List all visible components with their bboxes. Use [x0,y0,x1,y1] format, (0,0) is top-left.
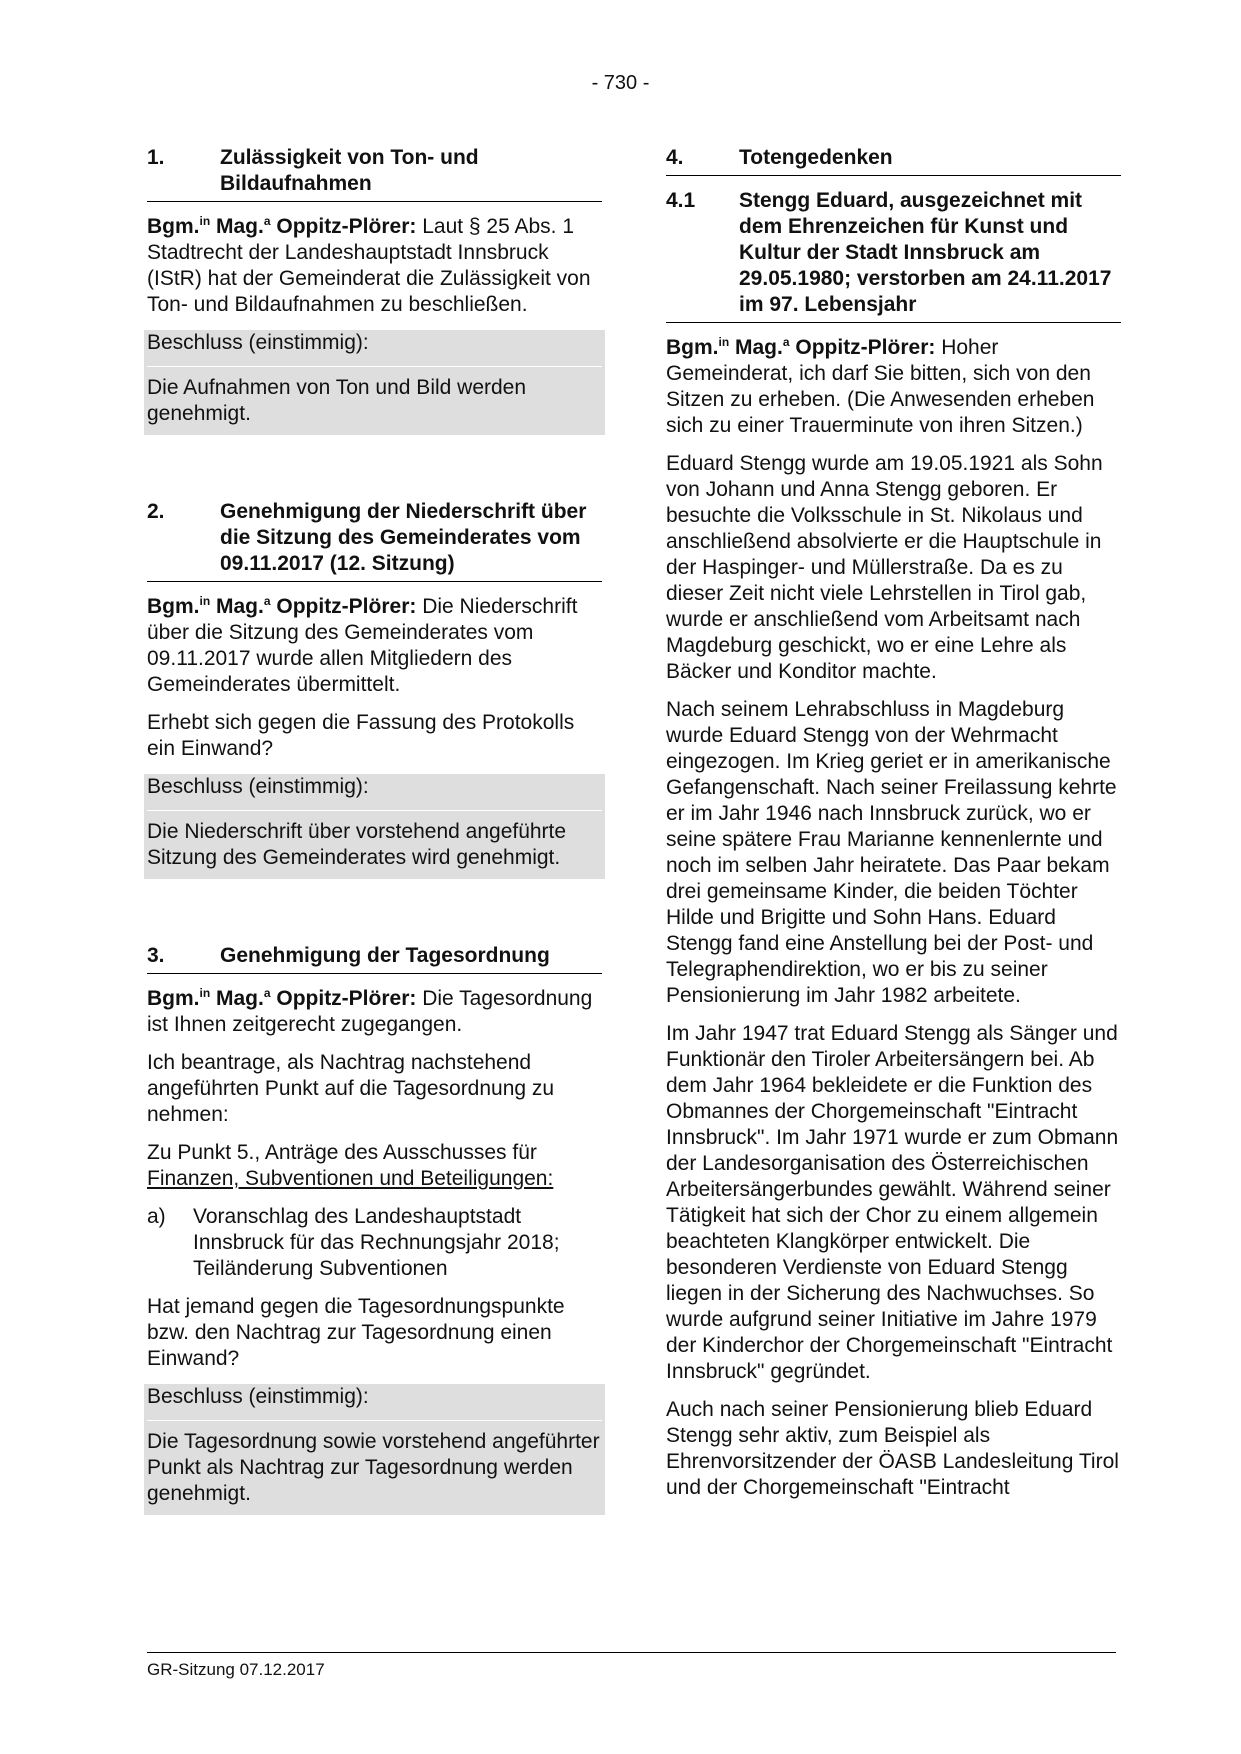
section-1-heading [147,145,602,202]
section-2-resolution-box [144,774,605,879]
section-2-heading [147,499,602,582]
page-number: - 730 - [591,72,650,94]
section-3-list-item [147,1204,602,1282]
section-4-heading [666,145,1121,176]
section-3-resolution-text: Die Tagesordnung sowie vorstehend angeführter Punkt als Nachtrag zur Tagesordnung werden genehmigt. [147,1430,600,1505]
section-4-paragraph-3: Im Jahr 1947 trat Eduard Stengg als Sänger und Funktionär den Tiroler Arbeitersängern bei. Ab dem Jahr 1964 bekleidete er die Funktion des Obmannes der Chorgemeinschaft "Eintracht Innsbruck". Im Jahr 1971 wurde er zum Obmann der Landesorganisation des Österreichischen Arbeitersängerbundes gewählt. Während seiner Tätigkeit hat sich der Chor zu einem allgemein beachteten Klangkörper entwickelt. Die besonderen Verdienste von Eduard Stengg liegen in der Sicherung des Nachwuchses. So wurde aufgrund seiner Initiative im Jahre 1979 der Kinderchor der Chorgemeinschaft "Eintracht Innsbruck" gegründet. [666,1022,1119,1383]
section-3-statement: Bgm.$^{in}$ Mag.$^a$ Oppitz-Plörer: Die Tagesordnung ist Ihnen zeitgerecht zugegangen. [147,986,593,1036]
section-1-resolution-box [144,330,605,435]
section-1-number: 1. [147,146,165,169]
footer-text: GR-Sitzung 07.12.2017 [147,1660,325,1679]
section-3-number: 3. [147,944,165,967]
section-4-title: Totengedenken [739,146,893,169]
section-2-statement: Bgm.$^{in}$ Mag.$^a$ Oppitz-Plörer: Die Niederschrift über die Sitzung des Gemeinderates vom 09.11.2017 wurde allen Mitgliedern des Gemeinderates übermittelt. [147,594,578,696]
section-3-title: Genehmigung der Tagesordnung [220,944,550,967]
section-4-statement: Bgm.$^{in}$ Mag.$^a$ Oppitz-Plörer: Hoher Gemeinderat, ich darf Sie bitten, sich von den Sitzen zu erheben. (Die Anwesenden erheben sich zu einer Trauerminute von ihren Sitzen.) [666,335,1095,437]
section-1-resolution-text: Die Aufnahmen von Ton und Bild werden genehmigt. [147,376,527,425]
list-item-label: a) [147,1205,166,1228]
section-4-paragraph-4: Auch nach seiner Pensionierung blieb Eduard Stengg sehr aktiv, zum Beispiel als Ehrenvorsitzender der ÖASB Landesleitung Tirol und der Chorgemeinschaft "Eintracht [666,1398,1119,1499]
section-2-title: Genehmigung der Niederschrift über die Sitzung des Gemeinderates vom 09.11.2017 (12. Sitzung) [220,500,587,575]
section-2-number: 2. [147,500,165,523]
section-2-resolution-label: Beschluss (einstimmig): [147,774,602,811]
speaker-label: Bgm.$^{in}$ Mag.$^a$ Oppitz-Plörer: [147,986,417,1010]
section-4-1-title: Stengg Eduard, ausgezeichnet mit dem Ehrenzeichen für Kunst und Kultur der Stadt Innsbruck am 29.05.1980; verstorben am 24.11.2017 im 97. Lebensjahr [739,189,1112,316]
section-1-resolution-label: Beschluss (einstimmig): [147,330,602,367]
section-3-resolution-label: Beschluss (einstimmig): [147,1384,602,1421]
section-1-title: Zulässigkeit von Ton- und Bildaufnahmen [220,146,479,195]
section-3-question: Hat jemand gegen die Tagesordnungspunkte bzw. den Nachtrag zur Tagesordnung einen Einwand? [147,1295,565,1370]
section-4-1-number: 4.1 [666,189,696,212]
footer-divider [147,1652,1116,1653]
speaker-label: Bgm.$^{in}$ Mag.$^a$ Oppitz-Plörer: [147,214,417,238]
speaker-label: Bgm.$^{in}$ Mag.$^a$ Oppitz-Plörer: [147,594,417,618]
left-column [147,145,602,1527]
right-column [666,145,1121,1513]
list-item-text: Voranschlag des Landeshauptstadt Innsbruck für das Rechnungsjahr 2018; Teiländerung Subventionen [193,1205,560,1280]
section-4-paragraph-2: Nach seinem Lehrabschluss in Magdeburg wurde Eduard Stengg von der Wehrmacht eingezogen. Im Krieg geriet er in amerikanische Gefangenschaft. Nach seiner Freilassung kehrte er im Jahr 1946 nach Innsbruck zurück, wo er seine spätere Frau Marianne kennenlernte und noch im selben Jahr heiratete. Das Paar bekam drei gemeinsame Kinder, die beiden Töchter Hilde und Brigitte und Sohn Hans. Eduard Stengg fand eine Anstellung bei der Post- und Telegraphendirektion, wo er bis zu seiner Pensionierung im Jahr 1982 arbeitete. [666,698,1117,1007]
section-3-point: Zu Punkt 5., Anträge des Ausschusses für Finanzen, Subventionen und Beteiligungen: [147,1141,554,1190]
section-3-resolution-box [144,1384,605,1515]
section-4-1-heading [666,188,1121,323]
section-2-resolution-text: Die Niederschrift über vorstehend angeführte Sitzung des Gemeinderates wird genehmigt. [147,820,567,869]
section-3-heading [147,943,602,974]
section-2-question: Erhebt sich gegen die Fassung des Protokolls ein Einwand? [147,711,575,760]
speaker-label: Bgm.$^{in}$ Mag.$^a$ Oppitz-Plörer: [666,335,936,359]
section-4-paragraph-1: Eduard Stengg wurde am 19.05.1921 als Sohn von Johann und Anna Stengg geboren. Er besuchte die Volksschule in St. Nikolaus und anschließend absolvierte er die Hauptschule in der Haspinger- und Müllerstraße. Da es zu dieser Zeit nicht viele Lehrstellen in Tirol gab, wurde er anschließend vom Arbeitsamt nach Magdeburg geschickt, wo er eine Lehre als Bäcker und Konditor machte. [666,452,1103,683]
section-4-number: 4. [666,146,684,169]
section-3-request: Ich beantrage, als Nachtrag nachstehend angeführten Punkt auf die Tagesordnung zu nehmen: [147,1051,555,1126]
section-3-point-committee: Finanzen, Subventionen und Beteiligungen: [147,1167,554,1190]
section-1-statement: Bgm.$^{in}$ Mag.$^a$ Oppitz-Plörer: Laut § 25 Abs. 1 Stadtrecht der Landeshauptstadt Innsbruck (IStR) hat der Gemeinderat die Zulässigkeit von Ton- und Bildaufnahmen zu beschließen. [147,214,591,316]
